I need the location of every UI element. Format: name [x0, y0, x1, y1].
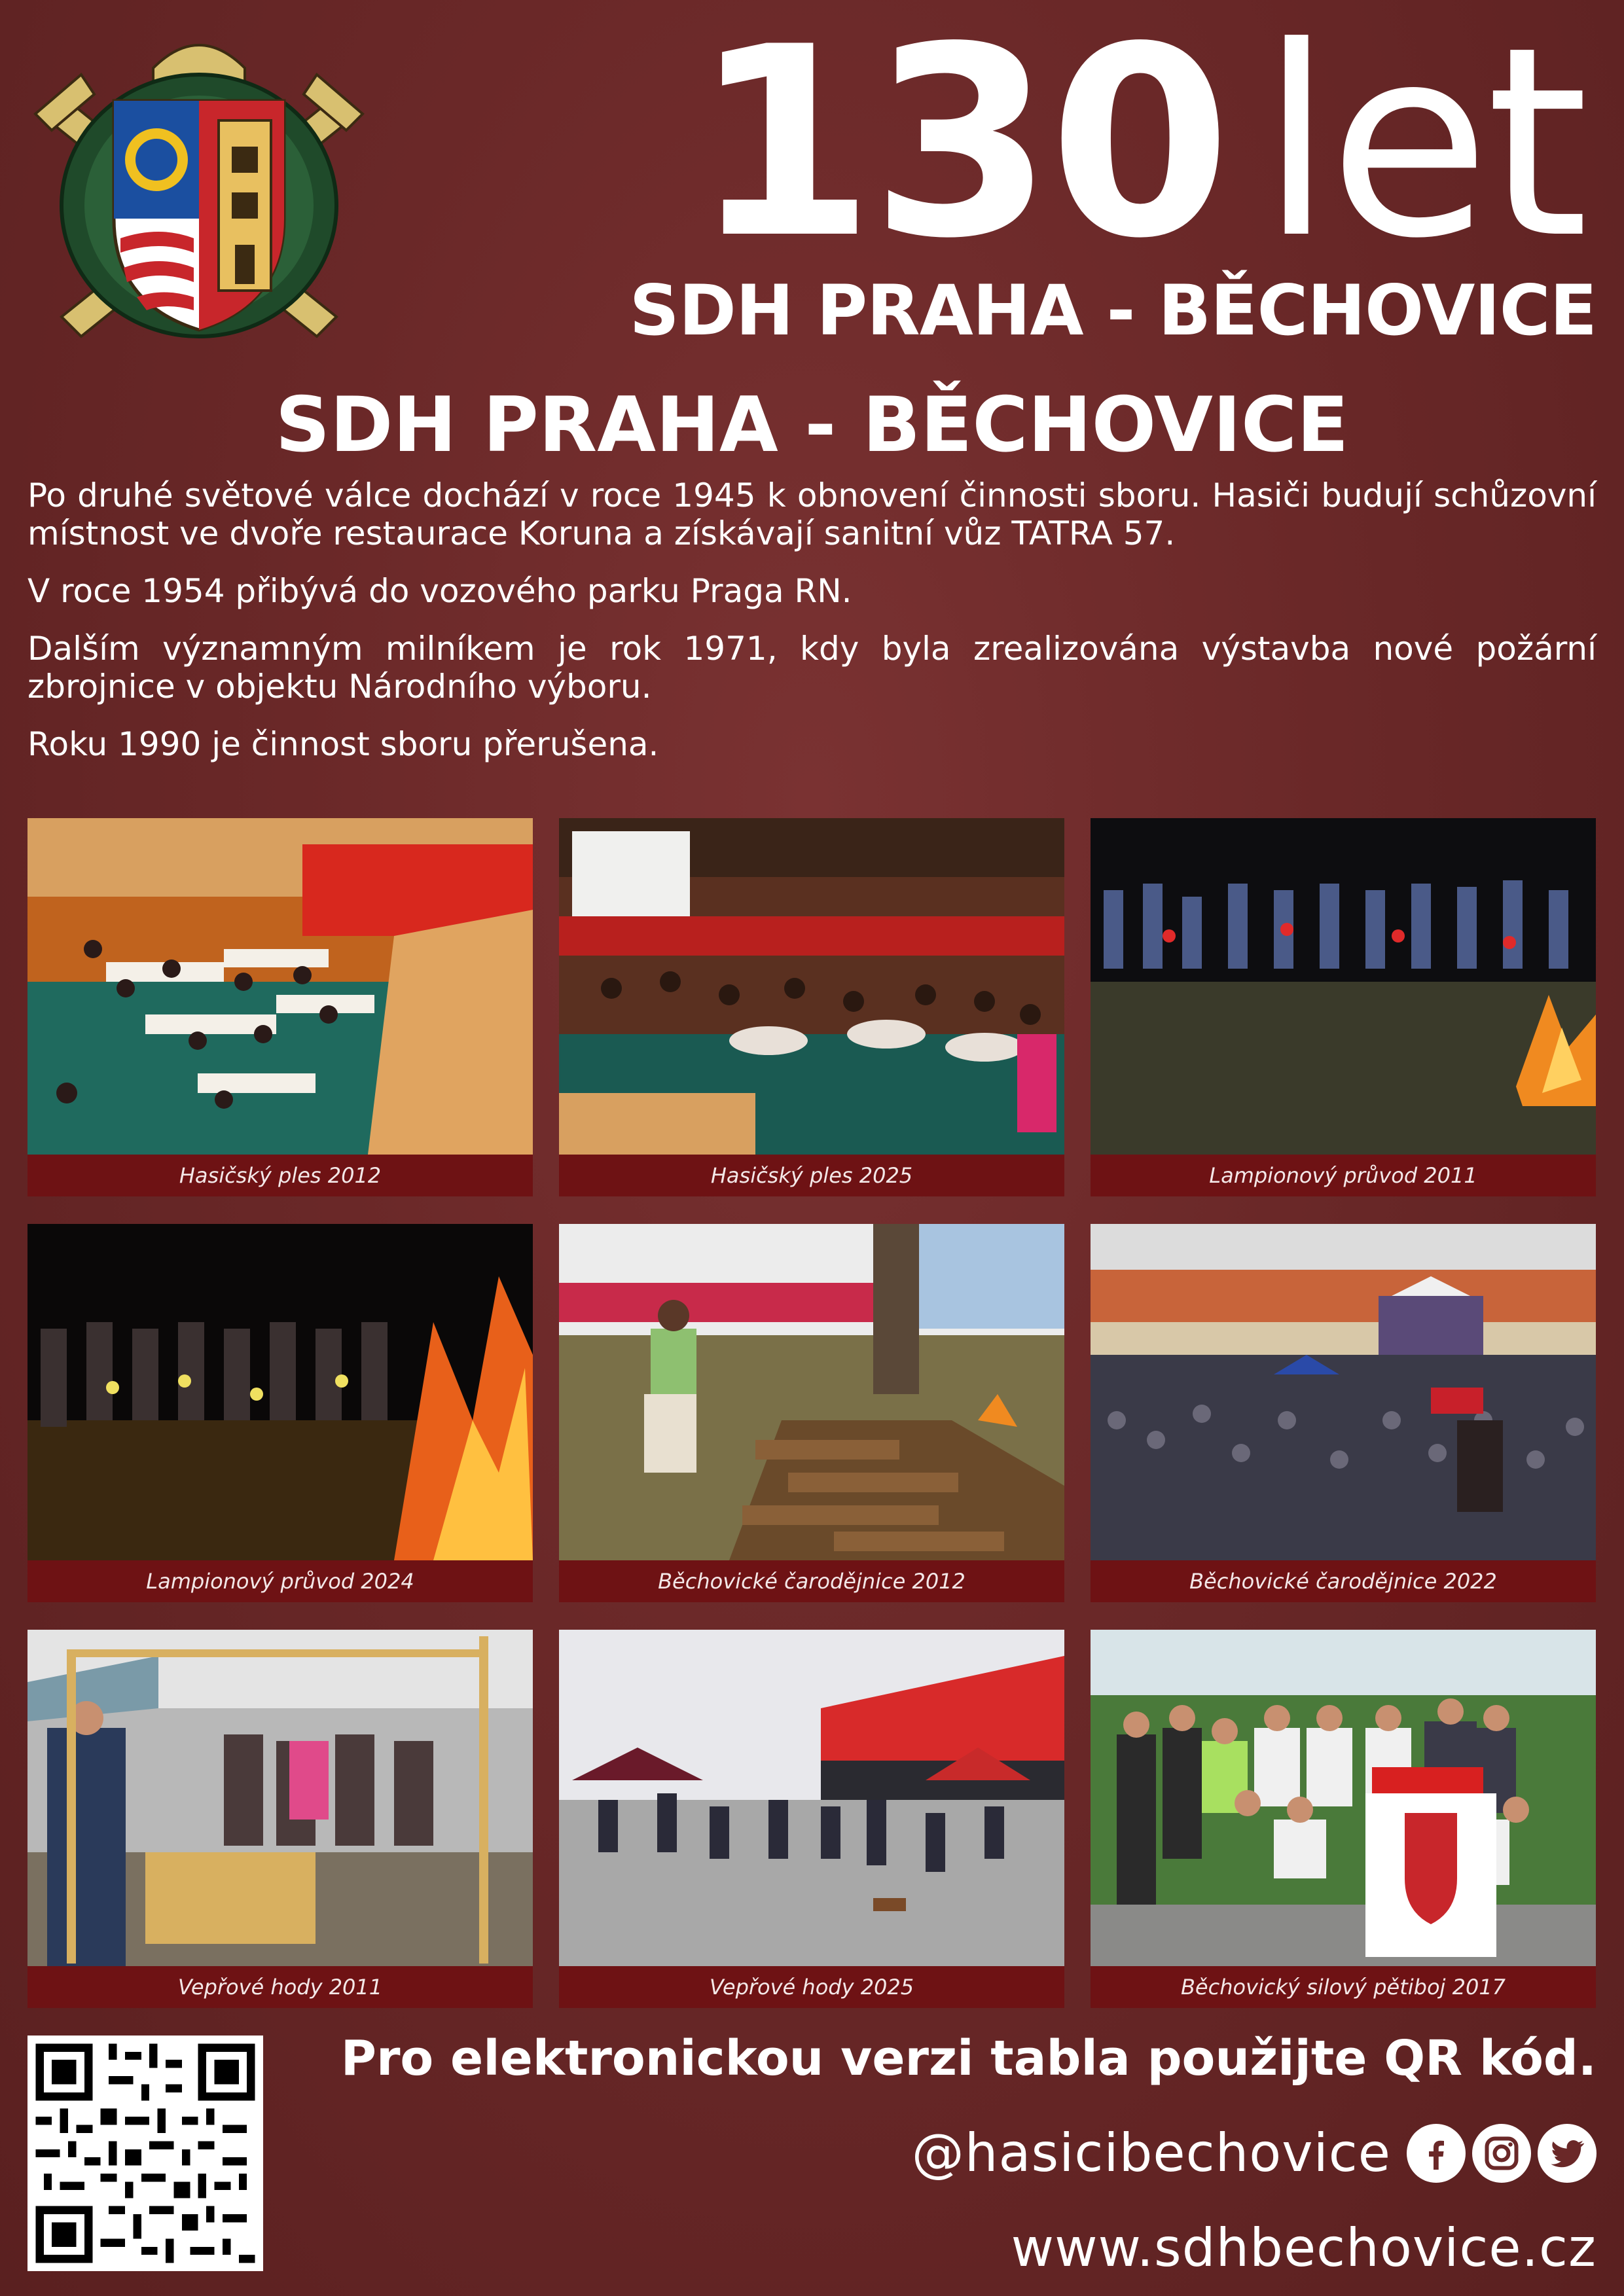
photo-caption: Vepřové hody 2011 [27, 1966, 533, 2008]
photo-card [559, 818, 1064, 1196]
photo-witches-night-2012 [559, 1224, 1064, 1560]
history-paragraph: Roku 1990 je činnost sboru přerušena. [27, 725, 659, 763]
photo-strength-pentathlon-2017 [1091, 1630, 1596, 1966]
photo-card [1091, 818, 1596, 1196]
anniversary-unit: let [1259, 0, 1585, 296]
anniversary-number: 130 [692, 0, 1227, 296]
photo-lantern-parade-2011 [1091, 818, 1596, 1155]
photo-card [27, 1224, 533, 1602]
facebook-icon[interactable] [1407, 2124, 1466, 2183]
organization-subtitle: SDH PRAHA - BĚCHOVICE [629, 270, 1597, 351]
photo-caption: Hasičský ples 2025 [559, 1155, 1064, 1196]
photo-caption: Vepřové hody 2025 [559, 1966, 1064, 2008]
anniversary-title [692, 0, 1585, 296]
qr-instruction: Pro elektronickou verzi tabla použijte QR kód. [340, 2030, 1597, 2087]
photo-caption: Lampionový průvod 2024 [27, 1560, 533, 1602]
photo-pig-feast-2011 [27, 1630, 533, 1966]
photo-card [559, 1224, 1064, 1602]
history-paragraph: V roce 1954 přibývá do vozového parku Praga RN. [27, 572, 852, 610]
photo-pig-feast-2025 [559, 1630, 1064, 1966]
photo-caption: Hasičský ples 2012 [27, 1155, 533, 1196]
photo-caption: Lampionový průvod 2011 [1091, 1155, 1596, 1196]
social-handle[interactable]: @hasicibechovice [911, 2123, 1391, 2183]
social-row [912, 2121, 1597, 2186]
photo-card [27, 818, 533, 1196]
history-paragraph: Po druhé světové válce dochází v roce 1945 k obnovení činnosti sboru. Hasiči budují schůzovní místnost ve dvoře restaurace Koruna a získávají sanitní vůz TATRA 57. [27, 476, 1597, 552]
photo-card [1091, 1224, 1596, 1602]
photo-caption: Běchovické čarodějnice 2022 [1091, 1560, 1596, 1602]
photo-witches-night-2022 [1091, 1224, 1596, 1560]
photo-card [27, 1630, 533, 2008]
section-heading: SDH PRAHA - BĚCHOVICE [275, 381, 1349, 469]
website-link[interactable]: www.sdhbechovice.cz [1011, 2217, 1597, 2278]
instagram-icon[interactable] [1472, 2124, 1531, 2183]
photo-lantern-parade-2024 [27, 1224, 533, 1560]
history-paragraph: Dalším významným milníkem je rok 1971, kdy byla zrealizována výstavba nové požární zbrojnice v objektu Národního výboru. [27, 630, 1597, 706]
photo-ball-2025 [559, 818, 1064, 1155]
photo-caption: Běchovické čarodějnice 2012 [559, 1560, 1064, 1602]
photo-caption: Běchovický silový pětiboj 2017 [1091, 1966, 1596, 2008]
history-text [27, 476, 1597, 783]
qr-code[interactable] [27, 2036, 263, 2271]
twitter-icon[interactable] [1538, 2124, 1597, 2183]
photo-card [1091, 1630, 1596, 2008]
coat-of-arms-emblem [22, 22, 376, 350]
photo-card [559, 1630, 1064, 2008]
photo-ball-2012 [27, 818, 533, 1155]
